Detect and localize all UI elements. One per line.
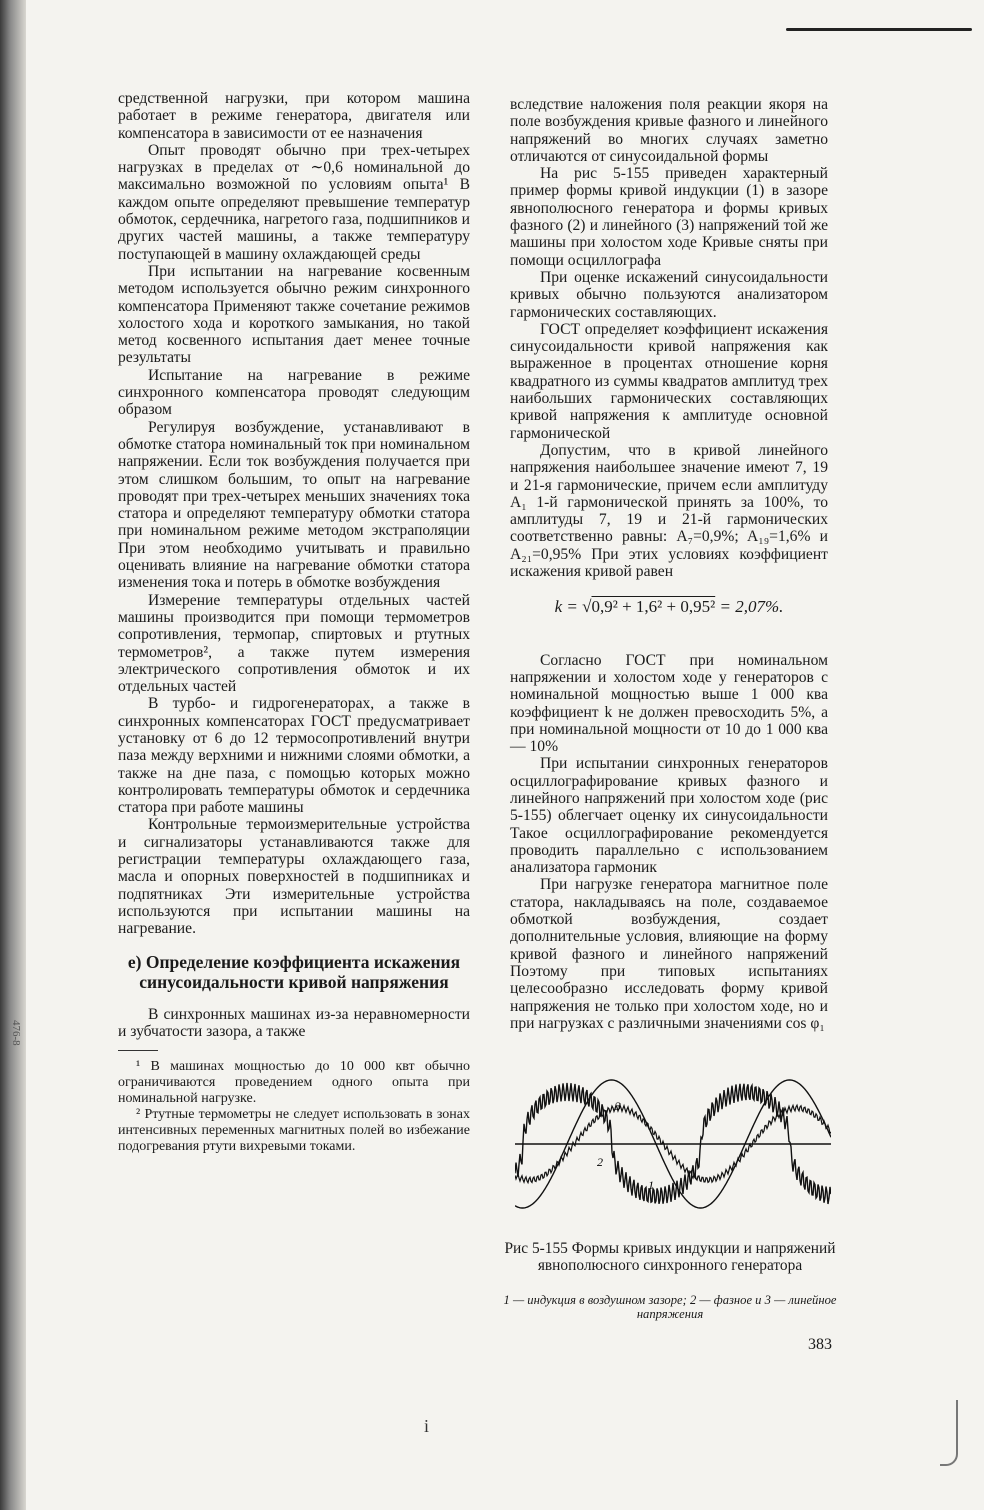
page-number: 383 bbox=[808, 1336, 832, 1353]
right-column bbox=[510, 96, 828, 1032]
footnotes bbox=[118, 1059, 470, 1155]
paragraph: средственной нагрузки, при котором машина работает в режиме генератора, двигателя или компенсатора в зависимости от ее назначения bbox=[118, 90, 470, 142]
paragraph: Испытание на нагревание в режиме синхронного компенсатора проводят следующим образом bbox=[118, 366, 470, 419]
paragraph: Контрольные термоизмерительные устройства и сигнализаторы устанавливаются также для регистрации температуры охлаждающего газа, масла и опорных поверхностей в подшипниках и подпятниках Эти измерительные устройства используются при испытании машины на нагревание. bbox=[118, 816, 470, 938]
paragraph: В синхронных машинах из-за неравномерности и зубчатости зазора, а также bbox=[118, 1005, 470, 1040]
paragraph: В турбо- и гидрогенераторах, а также в синхронных компенсаторах ГОСТ предусматривает установку от 6 до 12 термосопротивлений внутри паза между верхними и нижними слоями обмотки, а также на дне паза, с помощью которых можно контролировать температуры обмоток и сердечника статора при работе машины bbox=[118, 695, 470, 817]
curve-label-2: 2 bbox=[597, 1155, 603, 1169]
paragraph: Допустим, что в кривой линейного напряжения наибольшее значение имеют 7, 19 и 21-я гармонические, причем если амплитуду A₁ 1-й гармонической принять за 100%, то амплитуды 7, 19 и 21-й гармонических соответственно равны: A₇=0,9%; A₁₉=1,6% и A₂₁=0,95% При этих условиях коэффициент искажения кривой равен bbox=[510, 441, 828, 581]
stray-mark: i bbox=[424, 1416, 430, 1436]
footnote-separator bbox=[118, 1050, 158, 1051]
scan-corner-mark bbox=[940, 1400, 958, 1466]
formula-radicand: 0,9² + 1,6² + 0,95² bbox=[591, 597, 716, 617]
paragraph: ГОСТ определяет коэффициент искажения синусоидальности кривой напряжения как выраженное в процентах отношение корня квадратного из суммы квадратов амплитуд трех наибольших гармонических составляющих кривой напряжения к амплитуде основной гармонической bbox=[510, 320, 828, 442]
paragraph: Регулируя возбуждение, устанавливают в обмотке статора номинальный ток при номинальном напряжении. Если ток возбуждения получается при этом слишком большим, то опыт на нагревание проводят при трех-четырех меньших значениях тока статора и определяют температуру обмотки статора при номинальном режиме методом экстраполяции При этом необходимо учитывать и правильно оценивать влияние на нагревание обмотки статора изменения тока и потерь в обмотке возбуждения bbox=[118, 418, 470, 592]
paragraph: При испытании синхронных генераторов осциллографирование кривых фазного и линейного напряжений при холостом ходе (рис 5-155) облегчает оценку их синусоидальности Такое осциллографирование рекомендуется проводить параллельно с использованием анализатора гармоник bbox=[510, 755, 828, 877]
curve-label-1: 1 bbox=[648, 1178, 654, 1192]
oscillogram-figure bbox=[515, 1062, 831, 1232]
footnote: ¹ В машинах мощностью до 10 000 квт обычно ограничиваются проведением одного опыта при номинальной нагрузке. bbox=[118, 1059, 470, 1107]
formula bbox=[510, 598, 828, 615]
formula-lhs: k = √ bbox=[554, 597, 592, 617]
paragraph: Опыт проводят обычно при трех-четырех нагрузках в пределах от ∼0,6 номинальной до максимально возможной по условиям опыта¹ В каждом опыте определяют превышение температур обмоток, сердечника, нагретого газа, подшипников и других частей машины, а также температуру поступающей в машину охлаждающей среды bbox=[118, 141, 470, 263]
paragraph: Измерение температуры отдельных частей машины производится при помощи термометров сопротивления, термопар, спиртовых и ртутных термометров², а также путем измерения электрического сопротивления обмоток и их отдельных частей bbox=[118, 591, 470, 696]
paragraph: При нагрузке генератора магнитное поле статора, накладываясь на поле, создаваемое обмоткой возбуждения, создает дополнительные условия, влияющие на форму кривой фазного и линейного напряжений Поэтому при типовых испытаниях целесообразно исследовать форму кривой напряжения не только при холостом ходе, но и при нагрузках с различными значениями cos φ₁ bbox=[510, 876, 828, 1032]
left-column bbox=[118, 90, 470, 1155]
formula-rhs: = 2,07%. bbox=[715, 597, 784, 617]
paragraph: На рис 5-155 приведен характерный пример формы кривой индукции (1) в зазоре явнополюсного генератора и формы кривых фазного (2) и линейного (3) напряжений той же машины при холостом ходе Кривые сняты при помощи осциллографа bbox=[510, 165, 828, 269]
figure-legend: 1 — индукция в воздушном зазоре; 2 — фазное и 3 — линейное напряжения bbox=[503, 1293, 837, 1321]
paragraph: вследствие наложения поля реакции якоря на поле возбуждения кривые фазного и линейного напряжений во многих случаях заметно отличаются от синусоидальной формы bbox=[510, 96, 828, 165]
paragraph: При оценке искажений синусоидальности кривых обычно пользуются анализатором гармонических составляющих. bbox=[510, 268, 828, 321]
scan-binding-edge bbox=[0, 0, 26, 1510]
figure-caption: Рис 5-155 Формы кривых индукции и напряжений явнополюсного синхронного генератора bbox=[504, 1240, 836, 1274]
paragraph: Согласно ГОСТ при номинальном напряжении и холостом ходе у генераторов с номинальной мощностью выше 1 000 ква коэффициент k не должен превосходить 5%, а при номинальной мощности от 10 до 1 000 ква — 10% bbox=[510, 651, 828, 756]
paragraph: При испытании на нагревание косвенным методом используется обычно режим синхронного компенсатора Применяют также сочетание режимов холостого хода и короткого замыкания, но такой метод косвенного испытания дает менее точные результаты bbox=[118, 262, 470, 367]
curve-label-3: 3 bbox=[615, 1099, 621, 1113]
footnote: ² Ртутные термометры не следует использовать в зонах интенсивных переменных магнитных полей во избежание подогревания ртути вихревыми токами. bbox=[118, 1107, 470, 1155]
section-heading: е) Определение коэффициента искажения синусоидальности кривой напряжения bbox=[127, 951, 461, 992]
margin-note: 476-8 bbox=[10, 1020, 22, 1046]
scan-top-mark bbox=[786, 28, 972, 31]
